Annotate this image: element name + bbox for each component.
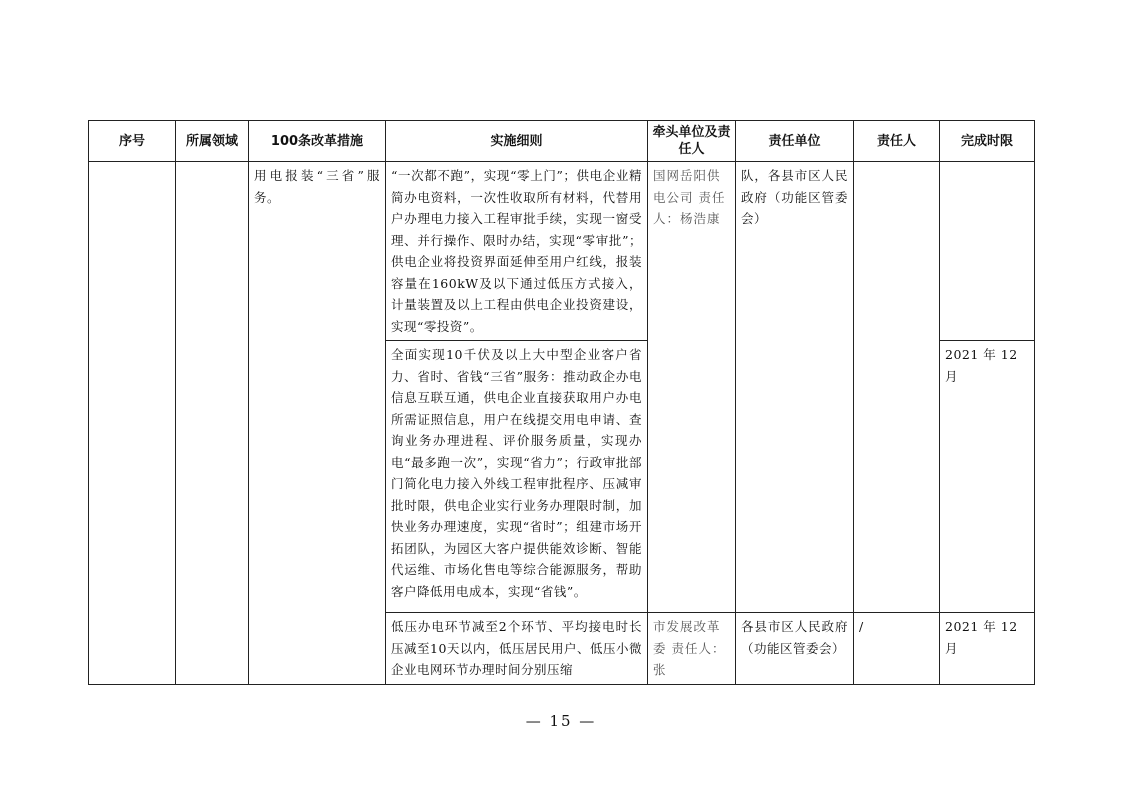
deadline-cell-2: 2021 年 12 月	[940, 341, 1035, 613]
header-responsible-unit: 责任单位	[736, 121, 854, 162]
table-header-row	[89, 121, 1035, 162]
header-details: 实施细则	[386, 121, 648, 162]
header-deadline: 完成时限	[940, 121, 1035, 162]
header-measures: 100条改革措施	[249, 121, 386, 162]
detail-cell-3: 低压办电环节减至2个环节、平均接电时长压减至10天以内，低压居民用户、低压小微企业电网环节办理时间分别压缩	[386, 613, 648, 685]
responsible-unit-cell-3: 各县市区人民政府（功能区管委会）	[736, 613, 854, 685]
domain-cell	[176, 162, 249, 685]
header-domain: 所属领域	[176, 121, 249, 162]
header-index: 序号	[89, 121, 176, 162]
deadline-cell-1	[940, 162, 1035, 341]
page-number: — 15 —	[525, 712, 597, 730]
detail-cell-1: “一次都不跑”，实现“零上门”；供电企业精简办电资料，一次性收取所有材料，代替用户办理电力接入工程审批手续，实现一窗受理、并行操作、限时办结，实现“零审批”；供电企业将投资界面延伸至用户红线，报装容量在160kW及以下通过低压方式接入，计量装置及以上工程由供电企业投资建设，实现“零投资”。	[386, 162, 648, 341]
lead-unit-cell-1: 国网岳阳供电公司 责任人：杨浩康	[648, 162, 736, 613]
detail-cell-2: 全面实现10千伏及以上大中型企业客户省力、省时、省钱“三省”服务：推动政企办电信息互联互通，供电企业直接获取用户办电所需证照信息，用户在线提交用电申请、查询业务办理进程、评价服务质量，实现办电“最多跑一次”，实现“省力”；行政审批部门简化电力接入外线工程审批程序、压减审批时限，供电企业实行业务办理限时制，加快业务办理速度，实现“省时”；组建市场开拓团队，为园区大客户提供能效诊断、智能代运维、市场化售电等综合能源服务，帮助客户降低用电成本，实现“省钱”。	[386, 341, 648, 613]
responsible-person-cell-1	[854, 162, 940, 613]
table-row	[89, 162, 1035, 341]
responsible-unit-cell-1: 队，各县市区人民政府（功能区管委会）	[736, 162, 854, 613]
header-lead-unit: 牵头单位及责任人	[648, 121, 736, 162]
measure-cell: 用电报装“三省”服务。	[249, 162, 386, 685]
deadline-cell-3: 2021 年 12 月	[940, 613, 1035, 685]
header-responsible-person: 责任人	[854, 121, 940, 162]
reform-measures-table	[88, 120, 1035, 685]
responsible-person-cell-3: /	[854, 613, 940, 685]
lead-unit-cell-3: 市发展改革委 责任人：张	[648, 613, 736, 685]
index-cell	[89, 162, 176, 685]
